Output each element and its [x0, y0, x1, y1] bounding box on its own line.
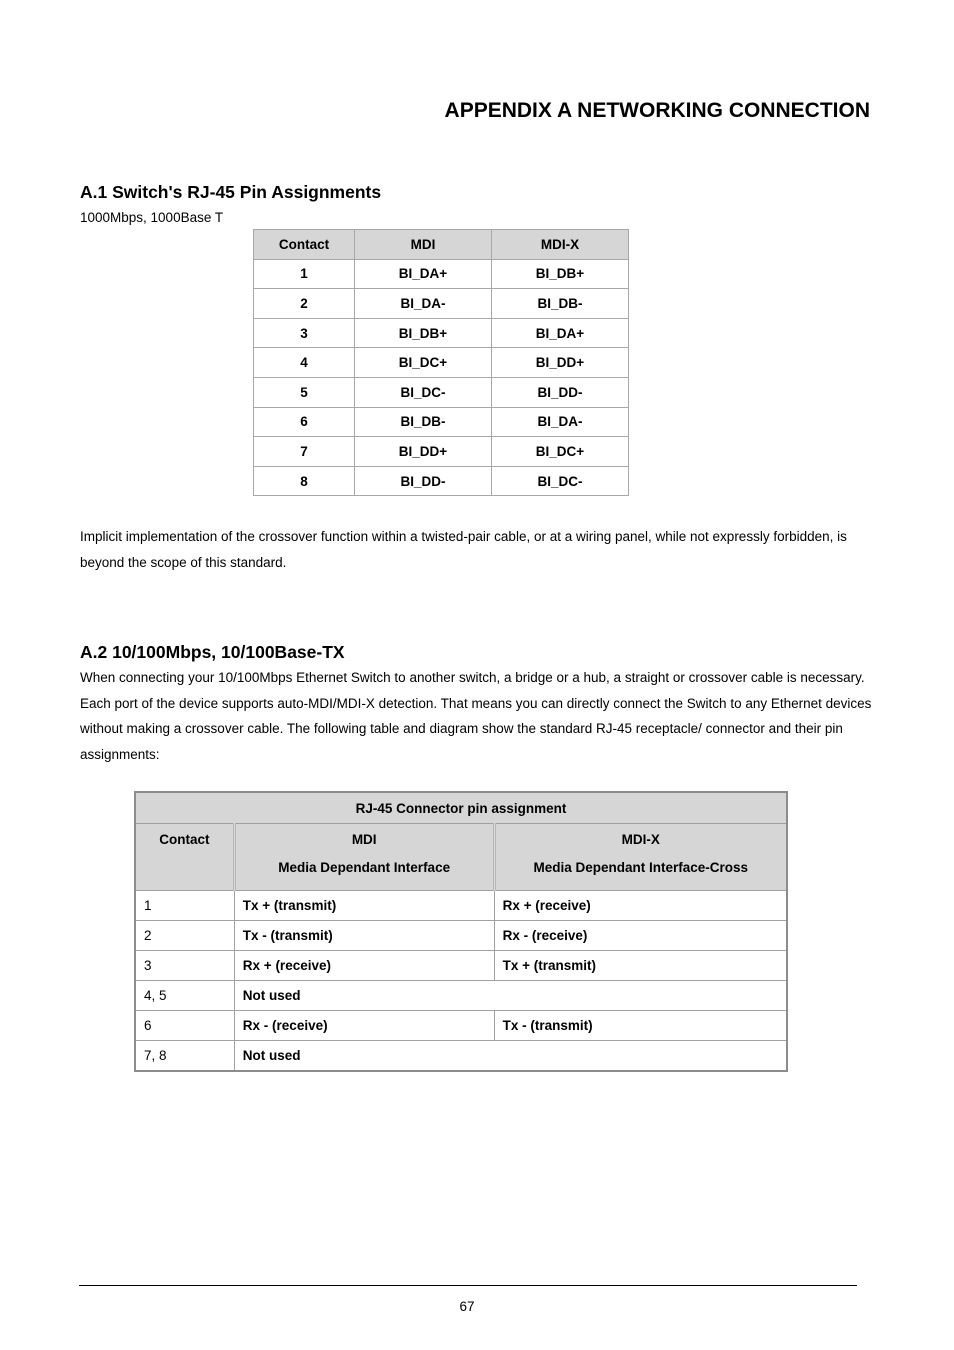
section-a1-subheading: 1000Mbps, 1000Base T	[80, 210, 224, 225]
cell-mdi: BI_DC+	[355, 348, 492, 378]
table-caption-row	[135, 792, 787, 824]
cell-contact: 7	[254, 437, 355, 467]
cell-mdix: Rx + (receive)	[494, 891, 787, 921]
page-number: 67	[459, 1299, 475, 1314]
cell-contact: 4, 5	[135, 981, 234, 1011]
table-row	[135, 891, 787, 921]
section-a2-heading: A.2 10/100Mbps, 10/100Base-TX	[80, 642, 345, 662]
cell-mdi: BI_DA-	[355, 289, 492, 319]
section-a1-heading: A.1 Switch's RJ-45 Pin Assignments	[80, 182, 382, 202]
header-mdi-label: MDI	[351, 832, 377, 847]
cell-mdi: BI_DD+	[355, 437, 492, 467]
table-row	[254, 289, 629, 319]
section-a2-paragraph: When connecting your 10/100Mbps Ethernet Switch to another switch, a bridge or a hub, a straight or crossover cable is necessary. Each port of the device supports auto-MDI/MDI-X detection. That means you can directly connect the Switch to any Ethernet devices without making a crossover cable. The following table and diagram show the standard RJ-45 receptacle/ connector and their pin assignments:	[80, 670, 872, 763]
header-mdi-sublabel: Media Dependant Interface	[278, 860, 451, 875]
cell-mdi: Rx + (receive)	[234, 951, 494, 981]
table-row	[254, 348, 629, 378]
header-mdix	[494, 824, 787, 891]
table-row	[254, 318, 629, 348]
cell-contact: 1	[254, 259, 355, 289]
cell-mdix: BI_DA-	[492, 407, 629, 437]
rj45-pin-table	[134, 791, 788, 1072]
table-header-row	[135, 824, 787, 891]
cell-mdix: BI_DA+	[492, 318, 629, 348]
cell-mdix: BI_DD+	[492, 348, 629, 378]
cell-mdix: BI_DC+	[492, 437, 629, 467]
table-row	[254, 466, 629, 496]
table-row	[135, 1011, 787, 1041]
cell-contact: 6	[135, 1011, 234, 1041]
cell-merged: Not used	[234, 1041, 787, 1072]
header-mdi: MDI	[355, 230, 492, 260]
cell-mdix: Tx - (transmit)	[494, 1011, 787, 1041]
cell-mdix: BI_DB+	[492, 259, 629, 289]
cell-contact: 2	[254, 289, 355, 319]
table-row	[254, 437, 629, 467]
cell-contact: 3	[254, 318, 355, 348]
header-mdix-sublabel: Media Dependant Interface-Cross	[533, 860, 749, 875]
cell-contact: 6	[254, 407, 355, 437]
header-mdix-label: MDI-X	[621, 832, 660, 847]
gigabit-pin-table	[253, 229, 629, 496]
table-row	[254, 407, 629, 437]
header-contact: Contact	[254, 230, 355, 260]
header-mdi	[234, 824, 494, 891]
crossover-note: Implicit implementation of the crossover function within a twisted-pair cable, or at a wiring panel, while not expressly forbidden, is beyond the scope of this standard.	[80, 529, 847, 570]
cell-mdix: Rx - (receive)	[494, 921, 787, 951]
cell-mdi: BI_DC-	[355, 377, 492, 407]
cell-mdi: BI_DB+	[355, 318, 492, 348]
header-contact	[135, 824, 234, 891]
cell-mdi: BI_DA+	[355, 259, 492, 289]
header-contact-label: Contact	[159, 832, 210, 847]
table-row	[135, 981, 787, 1011]
cell-mdix: BI_DC-	[492, 466, 629, 496]
table-row	[135, 951, 787, 981]
cell-mdi: BI_DB-	[355, 407, 492, 437]
footer-divider	[79, 1285, 857, 1286]
table-row	[135, 1041, 787, 1072]
cell-mdi: BI_DD-	[355, 466, 492, 496]
cell-mdix: BI_DB-	[492, 289, 629, 319]
cell-contact: 2	[135, 921, 234, 951]
cell-merged: Not used	[234, 981, 787, 1011]
cell-contact: 1	[135, 891, 234, 921]
cell-contact: 8	[254, 466, 355, 496]
table-row	[135, 921, 787, 951]
header-mdix: MDI-X	[492, 230, 629, 260]
cell-contact: 4	[254, 348, 355, 378]
chapter-title: APPENDIX A NETWORKING CONNECTION	[444, 99, 870, 122]
table-row	[254, 377, 629, 407]
cell-mdi: Tx - (transmit)	[234, 921, 494, 951]
table-caption: RJ-45 Connector pin assignment	[135, 792, 787, 824]
table-row	[254, 259, 629, 289]
cell-contact: 5	[254, 377, 355, 407]
cell-mdix: Tx + (transmit)	[494, 951, 787, 981]
cell-mdi: Rx - (receive)	[234, 1011, 494, 1041]
cell-mdix: BI_DD-	[492, 377, 629, 407]
cell-contact: 3	[135, 951, 234, 981]
cell-contact: 7, 8	[135, 1041, 234, 1072]
cell-mdi: Tx + (transmit)	[234, 891, 494, 921]
table-header-row	[254, 230, 629, 260]
